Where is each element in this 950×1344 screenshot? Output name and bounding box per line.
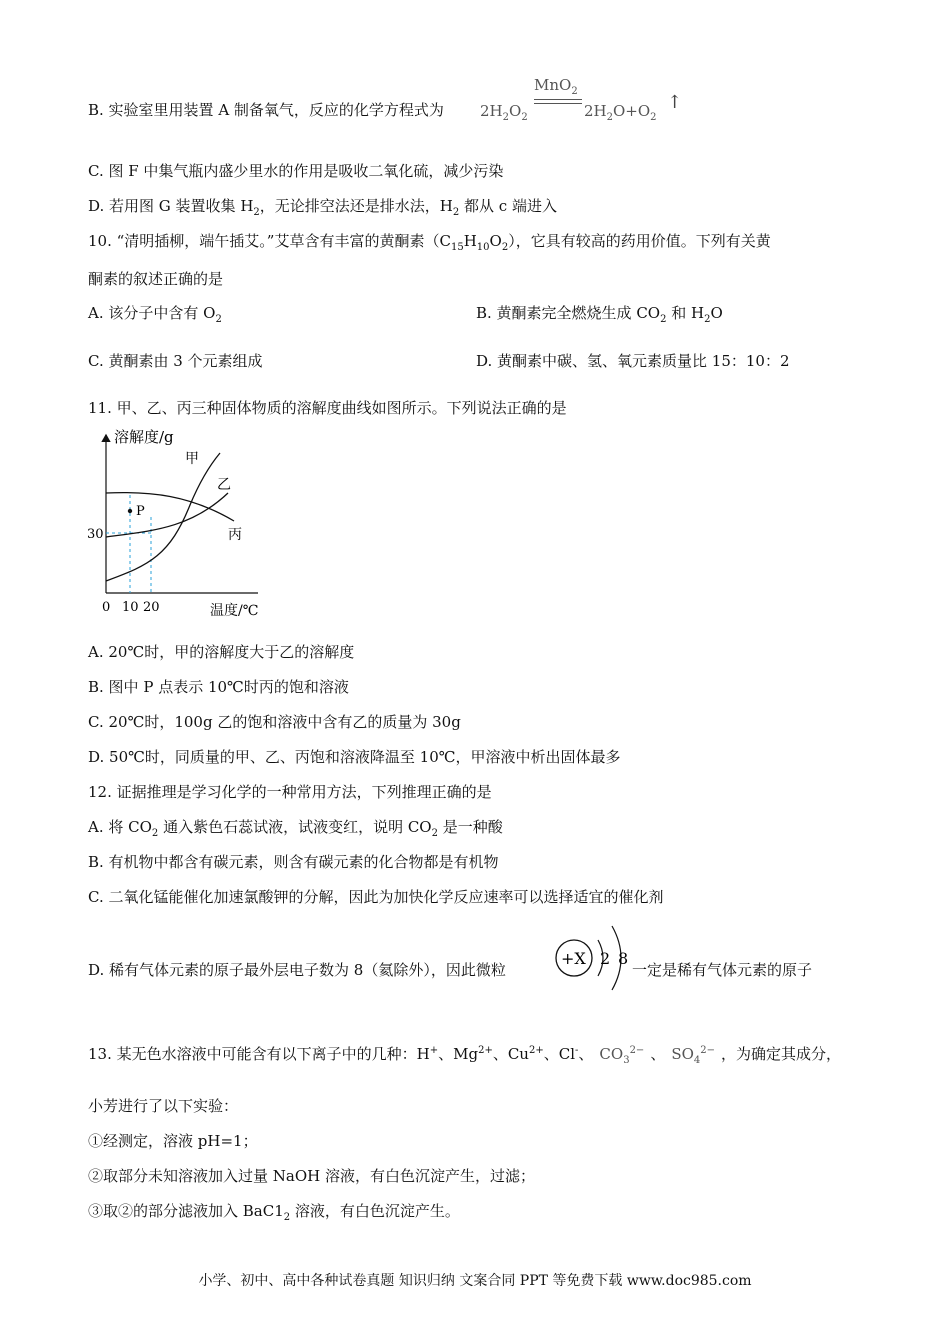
label-p: P bbox=[136, 504, 145, 519]
q10-stem-b: H bbox=[463, 232, 477, 250]
q12-a-b: 通入紫色石蕊试液，试液变红，说明 CO bbox=[158, 818, 432, 836]
q9-equation bbox=[480, 102, 528, 123]
atom-structure-diagram bbox=[548, 918, 638, 998]
q10-b-a: B. 黄酮素完全燃烧生成 CO bbox=[476, 304, 661, 322]
q9-option-b bbox=[88, 100, 444, 120]
eq-rhs-o: O+O bbox=[613, 102, 651, 120]
q13-co3-sup: 2− bbox=[629, 1045, 645, 1056]
curve-yi bbox=[106, 493, 228, 537]
q13-cl-sup: - bbox=[575, 1045, 579, 1056]
q13-step3-a: ③取②的部分滤液加入 BaC1 bbox=[88, 1202, 284, 1220]
eq-lhs-o: O bbox=[509, 102, 522, 120]
q9-d-b: ，无论排空法还是排水法，H bbox=[259, 197, 453, 215]
q13-cu: 、Cu bbox=[492, 1045, 529, 1063]
q12-a-sub1: 2 bbox=[151, 828, 159, 839]
q13-line2: 小芳进行了以下实验： bbox=[88, 1097, 239, 1115]
q9-d-c: 都从 c 端进入 bbox=[459, 197, 557, 215]
q10-stem-line2: 酮素的叙述正确的是 bbox=[88, 270, 224, 288]
tick-30: 30 bbox=[87, 527, 104, 542]
eq-rhs-h: 2H bbox=[584, 102, 607, 120]
q10-option-d: D. 黄酮素中碳、氢、氧元素质量比 15：10：2 bbox=[476, 352, 790, 370]
q13-mg: 、Mg bbox=[438, 1045, 479, 1063]
q9-option-c: C. 图 F 中集气瓶内盛少里水的作用是吸收二氧化硫，减少污染 bbox=[88, 162, 504, 180]
q12-a-a: A. 将 CO bbox=[88, 818, 152, 836]
q13-so4 bbox=[671, 1044, 715, 1064]
q13-co3 bbox=[599, 1044, 644, 1064]
eq-rhs-sub2: 2 bbox=[650, 112, 657, 123]
q11-option-a: A. 20℃时，甲的溶解度大于乙的溶解度 bbox=[88, 643, 355, 661]
q13-h-sup: + bbox=[429, 1045, 439, 1056]
shell2-electrons: 8 bbox=[618, 949, 629, 968]
q9-d-a: D. 若用图 G 装置收集 H bbox=[88, 197, 254, 215]
solubility-graph bbox=[80, 425, 280, 625]
eq-gas-arrow: ↑ bbox=[667, 92, 683, 113]
q12-d-a: D. 稀有气体元素的原子最外层电子数为 8（氦除外），因此微粒 bbox=[88, 961, 506, 979]
q12-option-a bbox=[88, 817, 503, 837]
q13-step3-sub: 2 bbox=[283, 1212, 291, 1223]
tick-0: 0 bbox=[102, 600, 111, 615]
q11-option-c: C. 20℃时，100g 乙的饱和溶液中含有乙的质量为 30g bbox=[88, 713, 461, 731]
q10-b-b: 和 H bbox=[666, 304, 705, 322]
q12-a-sub2: 2 bbox=[431, 828, 438, 839]
q12-option-d-tail: 一定是稀有气体元素的原子 bbox=[632, 961, 813, 979]
q10-stem-c: O bbox=[489, 232, 502, 250]
point-p bbox=[128, 509, 132, 513]
eq-catalyst bbox=[534, 76, 578, 97]
q13-step1: ①经测定，溶液 pH=1； bbox=[88, 1132, 258, 1150]
eq-rhs-sub1: 2 bbox=[606, 112, 613, 123]
q13-step2: ②取部分未知溶液加入过量 NaOH 溶液，有白色沉淀产生，过滤； bbox=[88, 1167, 535, 1185]
q10-b-c: O bbox=[710, 304, 723, 322]
shell1-electrons: 2 bbox=[600, 949, 611, 968]
q11-stem: 11. 甲、乙、丙三种固体物质的溶解度曲线如图所示。下列说法正确的是 bbox=[88, 399, 567, 417]
q13-co3-sub: 3 bbox=[623, 1055, 630, 1066]
q10-b-sub1: 2 bbox=[660, 314, 667, 325]
q10-stem-sub1: 15 bbox=[450, 242, 464, 253]
q10-a-text: A. 该分子中含有 O bbox=[88, 304, 216, 322]
q13-step3 bbox=[88, 1201, 460, 1221]
q12-a-c: 是一种酸 bbox=[437, 818, 503, 836]
q9-option-b-text: B. 实验室里用装置 A 制备氧气，反应的化学方程式为 bbox=[88, 101, 444, 119]
label-yi: 乙 bbox=[217, 477, 231, 493]
q10-option-a bbox=[88, 303, 222, 323]
q13-cl: 、Cl bbox=[543, 1045, 575, 1063]
q13-stem-a: 13. 某无色水溶液中可能含有以下离子中的几种：H bbox=[88, 1045, 430, 1063]
eq-rhs bbox=[584, 102, 657, 123]
label-bing: 丙 bbox=[228, 527, 242, 543]
q13-cu-sup: 2+ bbox=[528, 1045, 544, 1056]
q10-option-c: C. 黄酮素由 3 个元素组成 bbox=[88, 352, 263, 370]
q13-so4-text: SO bbox=[671, 1045, 694, 1063]
q12-option-b: B. 有机物中都含有碳元素，则含有碳元素的化合物都是有机物 bbox=[88, 853, 499, 871]
q13-so4-sub: 4 bbox=[693, 1055, 701, 1066]
tick-20: 20 bbox=[143, 600, 160, 615]
eq-double-line-top bbox=[534, 99, 582, 100]
eq-lhs-sub1: 2 bbox=[502, 112, 509, 123]
q13-step3-b: 溶液，有白色沉淀产生。 bbox=[290, 1202, 460, 1220]
eq-double-line-bottom bbox=[534, 103, 582, 104]
q12-stem: 12. 证据推理是学习化学的一种常用方法，下列推理正确的是 bbox=[88, 783, 492, 801]
q13-sep: 、 bbox=[578, 1045, 594, 1063]
graph-ylabel: 溶解度/g bbox=[114, 428, 174, 446]
label-jia: 甲 bbox=[185, 451, 199, 467]
q9-d-sub1: 2 bbox=[253, 207, 260, 218]
q12-option-d bbox=[88, 960, 506, 980]
q13-mg-sup: 2+ bbox=[478, 1045, 493, 1056]
q11-option-d: D. 50℃时，同质量的甲、乙、丙饱和溶液降温至 10℃，甲溶液中析出固体最多 bbox=[88, 748, 621, 766]
eq-lhs-sub2: 2 bbox=[521, 112, 528, 123]
tick-10: 10 bbox=[122, 600, 139, 615]
eq-catalyst-sub: 2 bbox=[571, 86, 578, 97]
q11-option-b: B. 图中 P 点表示 10℃时丙的饱和溶液 bbox=[88, 678, 349, 696]
eq-catalyst-text: MnO bbox=[534, 76, 572, 94]
q9-d-sub2: 2 bbox=[452, 207, 460, 218]
curve-jia bbox=[106, 453, 220, 581]
q13-sep2: 、 bbox=[650, 1045, 666, 1063]
q10-stem-a: 10. “清明插柳，端午插艾。”艾草含有丰富的黄酮素（C bbox=[88, 232, 451, 250]
q10-option-b bbox=[476, 303, 723, 323]
graph-xlabel: 温度/℃ bbox=[210, 603, 259, 619]
q13-stem bbox=[88, 1044, 841, 1064]
q10-stem-sub2: 10 bbox=[476, 242, 490, 253]
curve-bing bbox=[106, 493, 234, 521]
q10-b-sub2: 2 bbox=[704, 314, 711, 325]
q12-option-c: C. 二氧化锰能催化加速氯酸钾的分解，因此为加快化学反应速率可以选择适宜的催化剂 bbox=[88, 888, 664, 906]
q9-option-d bbox=[88, 196, 557, 216]
q10-stem-sub3: 2 bbox=[501, 242, 509, 253]
eq-lhs-h: 2H bbox=[480, 102, 503, 120]
q13-so4-sup: 2− bbox=[700, 1045, 716, 1056]
q10-stem-d: ），它具有较高的药用价值。下列有关黄 bbox=[508, 232, 771, 250]
q10-stem bbox=[88, 231, 771, 251]
nucleus-label: +X bbox=[561, 949, 586, 968]
q13-co3-text: CO bbox=[599, 1045, 624, 1063]
q10-a-sub: 2 bbox=[215, 314, 222, 325]
page-footer: 小学、初中、高中各种试卷真题 知识归纳 文案合同 PPT 等免费下载 www.doc985.com bbox=[198, 1273, 752, 1289]
q13-stem-b: ，为确定其成分， bbox=[721, 1045, 842, 1063]
